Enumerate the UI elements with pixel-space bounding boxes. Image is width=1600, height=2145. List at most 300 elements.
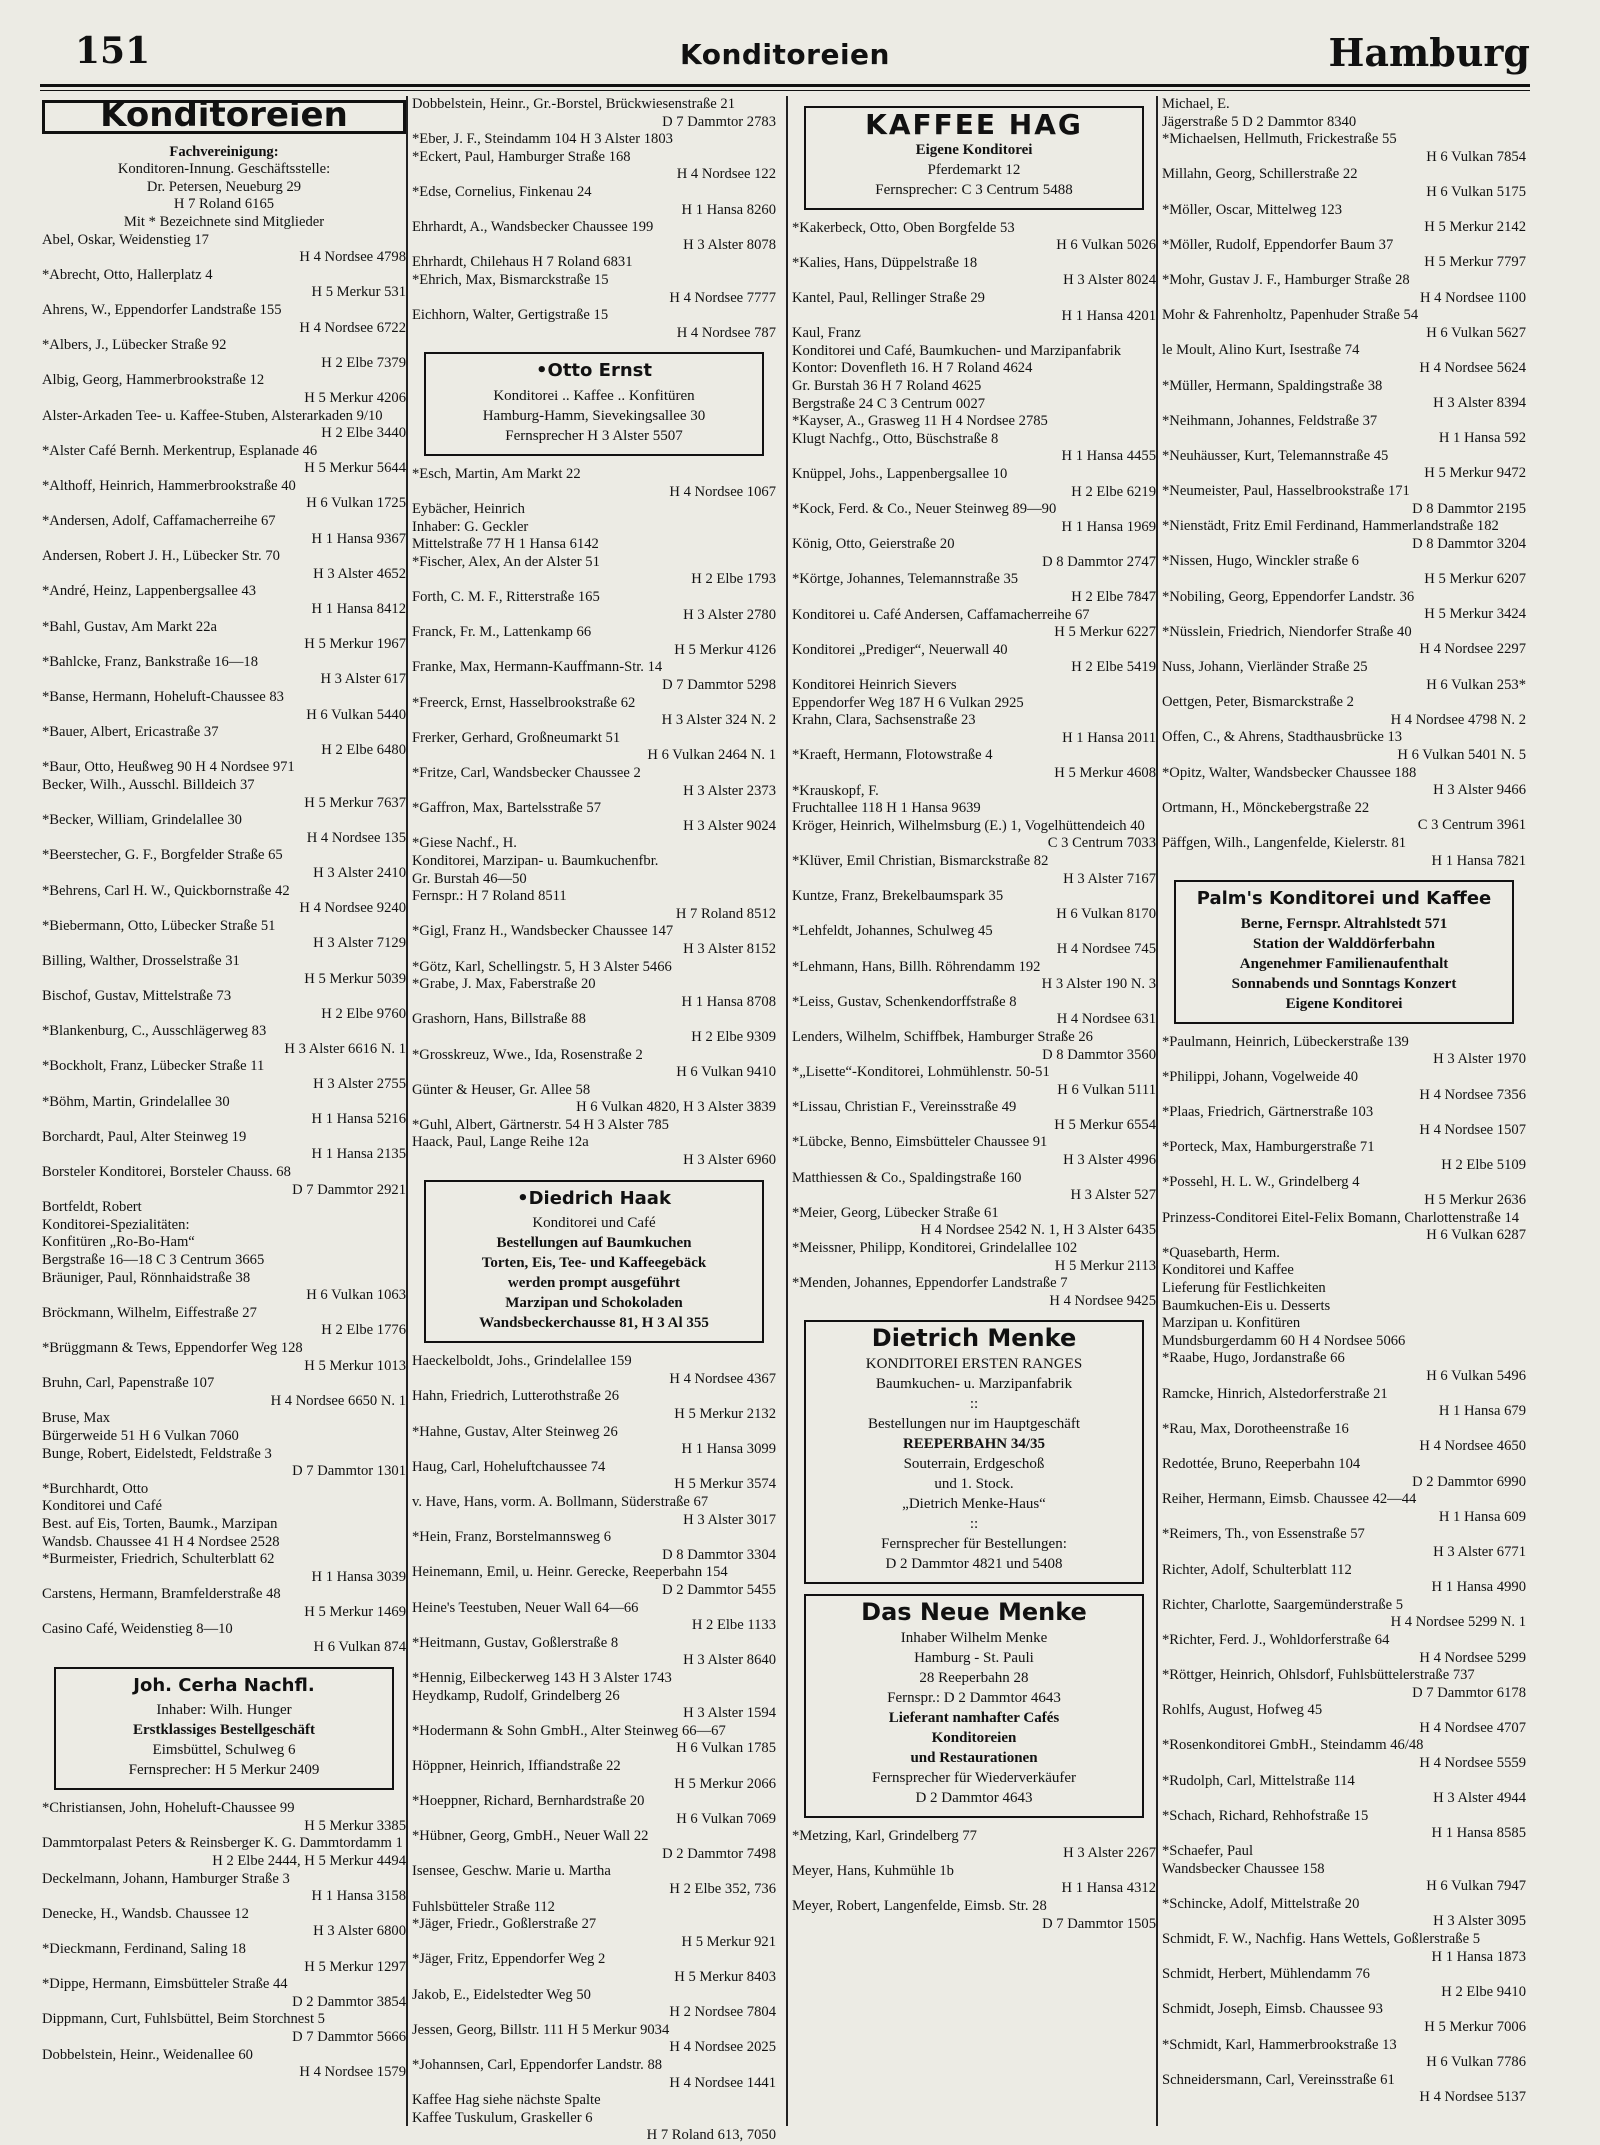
entry-name: Carstens, Hermann, Bramfelderstraße 48 <box>42 1586 281 1603</box>
entry-name: Fernspr.: H 7 Roland 8511 <box>412 888 567 905</box>
directory-entry <box>1162 2037 1526 2072</box>
entry-name: *Neuhäusser, Kurt, Telemannstraße 45 <box>1162 447 1389 464</box>
entry-phone: H 5 Merkur 7637 <box>304 794 406 811</box>
entry-phone: D 7 Dammtor 1301 <box>292 1463 406 1480</box>
directory-entry <box>792 343 1156 361</box>
directory-entry <box>412 254 776 272</box>
entry-phone: D 2 Dammtor 3854 <box>292 1993 406 2010</box>
entry-phone: H 3 Alster 6960 <box>683 1152 776 1169</box>
directory-entry <box>42 1129 406 1164</box>
entry-phone: H 2 Elbe 3440 <box>321 425 406 442</box>
directory-entry <box>792 1099 1156 1134</box>
entry-phone: H 5 Merkur 5039 <box>304 970 406 987</box>
directory-entry <box>1162 659 1526 694</box>
directory-entry <box>1162 1245 1526 1263</box>
directory-entry <box>792 818 1156 853</box>
directory-entry <box>42 1023 406 1058</box>
entry-name: Mohr & Fahrenholtz, Papenhuder Straße 54 <box>1162 307 1419 324</box>
entry-phone: H 2 Elbe 1793 <box>691 571 776 588</box>
entry-name: Albig, Georg, Hammerbrookstraße 12 <box>42 372 265 389</box>
directory-entry <box>1162 342 1526 377</box>
directory-entry <box>42 759 406 777</box>
directory-entry <box>1162 483 1526 518</box>
ad-line: Fernsprecher für Bestellungen: <box>881 1536 1067 1552</box>
directory-entry <box>42 1481 406 1499</box>
entry-phone: H 1 Hansa 1969 <box>1061 518 1156 535</box>
entry-phone: H 2 Elbe 9760 <box>321 1005 406 1022</box>
entry-name: *Kakerbeck, Otto, Oben Borgfelde 53 <box>792 219 1015 236</box>
directory-entry <box>412 695 776 730</box>
directory-entry <box>412 2057 776 2092</box>
entry-name: *Gigl, Franz H., Wandsbecker Chaussee 147 <box>412 923 674 940</box>
entry-phone: H 6 Vulkan 2464 N. 1 <box>647 747 776 764</box>
directory-entry <box>1162 1333 1526 1351</box>
entry-phone: H 1 Hansa 9367 <box>311 530 406 547</box>
entry-phone: H 3 Alster 8152 <box>683 940 776 957</box>
entry-phone: D 8 Dammtor 2195 <box>1412 500 1526 517</box>
directory-entry <box>412 976 776 1011</box>
ad-title: •Otto Ernst <box>536 360 652 382</box>
entry-name: *André, Heinz, Lappenbergsallee 43 <box>42 583 257 600</box>
ad-line: Wandsbeckerchausse 81, H 3 Al 355 <box>479 1315 709 1332</box>
entries <box>412 466 776 1170</box>
directory-entry <box>792 413 1156 431</box>
entry-phone: H 1 Hansa 3099 <box>681 1441 776 1458</box>
directory-entry <box>412 835 776 853</box>
entry-phone: H 5 Merkur 2066 <box>674 1775 776 1792</box>
entry-name: *Röttger, Heinrich, Ohlsdorf, Fuhlsbüttelerstraße 737 <box>1162 1667 1475 1684</box>
entry-name: *Lübcke, Benno, Eimsbütteler Chaussee 91 <box>792 1134 1048 1151</box>
entry-name: *Becker, William, Grindelallee 30 <box>42 812 242 829</box>
directory-entry <box>42 232 406 267</box>
entry-name: *Alster Café Bernh. Merkentrup, Esplanade 46 <box>42 442 318 459</box>
entry-name: *Edse, Cornelius, Finkenau 24 <box>412 183 592 200</box>
running-head: Konditoreien <box>680 38 890 71</box>
entry-name: Richter, Charlotte, Saargemünderstraße 5 <box>1162 1596 1404 1613</box>
entry-phone: H 5 Merkur 2132 <box>674 1406 776 1423</box>
entry-name: *Dieckmann, Ferdinand, Saling 18 <box>42 1941 246 1957</box>
entry-phone: H 3 Alster 7129 <box>313 935 406 952</box>
entry-name: Michael, E. <box>1162 96 1230 112</box>
entry-phone: H 3 Alster 2373 <box>683 782 776 799</box>
entry-phone: H 2 Elbe 7379 <box>321 354 406 371</box>
directory-entry <box>412 1793 776 1828</box>
directory-entry <box>792 255 1156 290</box>
entry-name: *Reimers, Th., von Essenstraße 57 <box>1162 1526 1365 1543</box>
ad-line: und Restaurationen <box>910 1749 1038 1766</box>
entry-name: Dippmann, Curt, Fuhlsbüttel, Beim Storchnest 5 <box>42 2011 325 2028</box>
entry-phone: H 6 Vulkan 1725 <box>306 495 406 512</box>
entry-phone: D 7 Dammtor 2783 <box>662 113 776 130</box>
entry-phone: H 3 Alster 8640 <box>683 1652 776 1669</box>
entry-phone: H 3 Alster 6771 <box>1433 1543 1526 1560</box>
ad-line: Baumkuchen- u. Marzipanfabrik <box>875 1376 1073 1392</box>
entry-name: *Hodermann & Sohn GmbH., Alter Steinweg 66—67 <box>412 1722 726 1739</box>
directory-entry <box>792 1134 1156 1169</box>
entry-name: *Andersen, Adolf, Caffamacherreihe 67 <box>42 513 276 530</box>
entry-phone: H 3 Alster 2755 <box>313 1076 406 1093</box>
directory-entry <box>792 290 1156 325</box>
directory-entry <box>412 219 776 254</box>
entry-phone: H 5 Merkur 1297 <box>304 1958 406 1975</box>
directory-entry <box>42 1534 406 1552</box>
directory-entry <box>792 783 1156 801</box>
entry-name: *Hoeppner, Richard, Bernhardstraße 20 <box>412 1793 645 1810</box>
ad-line: und 1. Stock. <box>934 1476 1014 1492</box>
entry-phone: H 4 Nordsee 2025 <box>669 2039 776 2056</box>
directory-entry <box>792 1275 1156 1310</box>
directory-entry <box>42 1094 406 1129</box>
entry-phone: H 4 Nordsee 1441 <box>669 2074 776 2091</box>
directory-entry <box>792 378 1156 396</box>
directory-entry <box>412 1670 776 1688</box>
entry-phone: H 6 Vulkan 7947 <box>1426 1878 1526 1895</box>
entry-name: *Biebermann, Otto, Lübecker Straße 51 <box>42 917 276 934</box>
entry-phone: D 7 Dammtor 6178 <box>1412 1684 1526 1701</box>
directory-entry <box>42 548 406 583</box>
directory-entry <box>412 888 776 923</box>
directory-entry <box>1162 1526 1526 1561</box>
entry-name: *Schincke, Adolf, Mittelstraße 20 <box>1162 1895 1360 1912</box>
entry-phone: H 5 Merkur 531 <box>311 284 406 301</box>
entries <box>1162 96 1526 870</box>
entry-phone: H 4 Nordsee 2542 N. 1, H 3 Alster 6435 <box>920 1222 1156 1239</box>
directory-entry <box>42 2047 406 2082</box>
entry-phone: H 1 Hansa 8708 <box>681 993 776 1010</box>
directory-entry <box>1162 1069 1526 1104</box>
entry-name: Fruchtallee 118 H 1 Hansa 9639 <box>792 800 981 817</box>
directory-entry <box>792 220 1156 255</box>
directory-entry <box>412 1828 776 1863</box>
entry-name: Knüppel, Johs., Lappenbergsallee 10 <box>792 465 1008 482</box>
entry-phone: H 5 Merkur 6207 <box>1424 571 1526 588</box>
directory-entry <box>1162 1632 1526 1667</box>
entry-name: *Bahl, Gustav, Am Markt 22a <box>42 618 217 635</box>
ad-line: Fernsprecher: C 3 Centrum 5488 <box>875 181 1073 198</box>
entry-phone: H 4 Nordsee 122 <box>676 166 776 183</box>
directory-entry <box>412 1600 776 1635</box>
entry-phone: H 3 Alster 3095 <box>1433 1913 1526 1930</box>
directory-entry <box>42 1976 406 2011</box>
ad-title: Das Neue Menke <box>861 1598 1087 1626</box>
entry-phone: H 2 Elbe 7847 <box>1071 589 1156 606</box>
entry-name: Ehrhardt, A., Wandsbecker Chaussee 199 <box>412 219 654 236</box>
entry-phone: H 6 Vulkan 5175 <box>1426 183 1526 200</box>
entry-phone: H 3 Alster 9024 <box>683 817 776 834</box>
entry-phone: H 3 Alster 6616 N. 1 <box>284 1040 406 1057</box>
directory-entry <box>412 1082 776 1117</box>
directory-entry <box>1162 1773 1526 1808</box>
entry-name: Dammtorpalast Peters & Reinsberger K. G. Dammtordamm 1 <box>42 1835 403 1852</box>
entry-name: Dobbelstein, Heinr., Weidenallee 60 <box>42 2046 253 2063</box>
directory-entry <box>792 853 1156 888</box>
entry-name: *Banse, Hermann, Hoheluft-Chaussee 83 <box>42 689 284 705</box>
entry-phone: H 2 Elbe 9309 <box>691 1028 776 1045</box>
entry-name: Haug, Carl, Hoheluftchaussee 74 <box>412 1458 606 1475</box>
ad-line: Konditorei .. Kaffee .. Konfitüren <box>493 387 695 404</box>
city-title: Hamburg <box>1328 30 1530 75</box>
entry-name: *Johannsen, Carl, Eppendorfer Landstr. 88 <box>412 2057 663 2073</box>
directory-entry <box>1162 378 1526 413</box>
entry-phone: H 5 Merkur 7006 <box>1424 2018 1526 2035</box>
entry-phone: H 6 Vulkan 1785 <box>676 1740 776 1757</box>
entry-name: Lenders, Wilhelm, Schiffbek, Hamburger Straße 26 <box>792 1028 1093 1045</box>
entry-name: Becker, Wilh., Ausschl. Billdeich 37 <box>42 776 255 793</box>
entry-name: Frerker, Gerhard, Großneumarkt 51 <box>412 729 621 746</box>
entry-phone: H 2 Nordsee 7804 <box>669 2004 776 2021</box>
directory-entry <box>42 267 406 302</box>
entry-phone: H 4 Nordsee 9240 <box>299 900 406 917</box>
directory-entry <box>42 1164 406 1199</box>
entry-name: Kuntze, Franz, Brekelbaumspark 35 <box>792 888 1004 905</box>
entry-name: Lieferung für Festlichkeiten <box>1162 1280 1326 1297</box>
entry-name: Dobbelstein, Heinr., Gr.-Borstel, Brückwiesenstraße 21 <box>412 96 736 112</box>
directory-entry <box>1162 1896 1526 1931</box>
directory-entry <box>412 730 776 765</box>
entry-name: *Möller, Rudolf, Eppendorfer Baum 37 <box>1162 236 1394 253</box>
entry-phone: H 4 Nordsee 4367 <box>669 1370 776 1387</box>
entry-name: Heinemann, Emil, u. Heinr. Gerecke, Reeperbahn 154 <box>412 1564 728 1581</box>
directory-entry <box>42 1941 406 1976</box>
entry-name: *Dippe, Hermann, Eimsbütteler Straße 44 <box>42 1976 288 1993</box>
ad-dietrich-menke <box>804 1320 1144 1584</box>
entry-phone: H 2 Elbe 352, 736 <box>669 1881 776 1898</box>
entries <box>42 232 406 1657</box>
entry-name: Günter & Heuser, Gr. Allee 58 <box>412 1081 591 1098</box>
entry-phone: H 6 Vulkan 5401 N. 5 <box>1397 746 1526 763</box>
directory-entry <box>42 1270 406 1305</box>
directory-entry <box>1162 1702 1526 1737</box>
entry-name: König, Otto, Geierstraße 20 <box>792 536 955 553</box>
directory-entry <box>412 800 776 835</box>
directory-entry <box>1162 1210 1526 1245</box>
entry-name: Heydkamp, Rudolf, Grindelberg 26 <box>412 1687 620 1704</box>
directory-entry <box>42 337 406 372</box>
entry-name: Meyer, Robert, Langenfelde, Eimsb. Str. 28 <box>792 1897 1047 1914</box>
entry-phone: H 1 Hansa 1873 <box>1431 1948 1526 1965</box>
directory-entry <box>412 1459 776 1494</box>
entry-name: Jessen, Georg, Billstr. 111 H 5 Merkur 9034 <box>412 2021 670 2038</box>
entry-name: Gr. Burstah 36 H 7 Roland 4625 <box>792 377 982 394</box>
entry-name: *Bahlcke, Franz, Bankstraße 16—18 <box>42 653 259 670</box>
entry-phone: H 5 Merkur 4206 <box>304 389 406 406</box>
directory-entry <box>412 923 776 958</box>
entry-name: *Hein, Franz, Borstelmannsweg 6 <box>412 1529 612 1546</box>
entry-phone: H 2 Elbe 9410 <box>1441 1983 1526 2000</box>
ad-line: Fernsprecher H 3 Alster 5507 <box>505 427 683 444</box>
directory-entry <box>1162 114 1526 132</box>
directory-entry <box>1162 166 1526 201</box>
directory-entry <box>792 1828 1156 1863</box>
entry-name: *Menden, Johannes, Eppendorfer Landstraße 7 <box>792 1275 1068 1292</box>
entry-phone: H 4 Nordsee 1067 <box>669 483 776 500</box>
entry-name: *Giese Nachf., H. <box>412 835 517 852</box>
entry-name: *Hahne, Gustav, Alter Steinweg 26 <box>412 1423 618 1440</box>
entry-phone: H 5 Merkur 2113 <box>1054 1257 1156 1274</box>
directory-entry <box>412 1951 776 1986</box>
directory-entry <box>1162 1386 1526 1421</box>
entry-phone: H 3 Alster 4996 <box>1063 1152 1156 1169</box>
entry-phone: H 2 Elbe 6480 <box>321 741 406 758</box>
ad-line: Angenehmer Familienaufenthalt <box>1239 955 1449 972</box>
entry-phone: H 5 Merkur 3385 <box>304 1817 406 1834</box>
entry-name: *Christiansen, John, Hoheluft-Chaussee 99 <box>42 1800 295 1817</box>
entry-phone: H 4 Nordsee 4707 <box>1419 1719 1526 1736</box>
entry-name: Millahn, Georg, Schillerstraße 22 <box>1162 166 1358 183</box>
entry-name: Eichhorn, Walter, Gertigstraße 15 <box>412 307 609 324</box>
entry-name: *Nobiling, Georg, Eppendorfer Landstr. 36 <box>1162 588 1415 605</box>
entry-phone: H 4 Nordsee 7356 <box>1419 1086 1526 1103</box>
entry-name: Krahn, Clara, Sachsenstraße 23 <box>792 712 976 729</box>
entry-name: Offen, C., & Ahrens, Stadthausbrücke 13 <box>1162 729 1403 746</box>
entry-name: *Lissau, Christian F., Vereinsstraße 49 <box>792 1099 1017 1116</box>
entry-name: *Abrecht, Otto, Hallerplatz 4 <box>42 266 213 283</box>
entry-name: *Jäger, Friedr., Goßlerstraße 27 <box>412 1916 597 1933</box>
directory-entry <box>792 607 1156 642</box>
entry-name: *Bauer, Albert, Ericastraße 37 <box>42 724 219 741</box>
directory-entry <box>1162 694 1526 729</box>
directory-entry <box>412 1916 776 1951</box>
entry-phone: H 6 Vulkan 9410 <box>676 1064 776 1081</box>
entry-phone: H 6 Vulkan 7786 <box>1426 2054 1526 2071</box>
entry-name: *Rosenkonditorei GmbH., Steindamm 46/48 <box>1162 1737 1424 1754</box>
ad-line: Konditorei und Café <box>532 1215 656 1232</box>
directory-entry <box>42 443 406 478</box>
ad-line: Torten, Eis, Tee- und Kaffeegebäck <box>481 1255 707 1272</box>
directory-entry <box>42 1234 406 1252</box>
directory-entry <box>1162 237 1526 272</box>
entry-name: *Schmidt, Karl, Hammerbrookstraße 13 <box>1162 2036 1397 2053</box>
directory-entry <box>1162 1843 1526 1861</box>
entry-name: Borchardt, Paul, Alter Steinweg 19 <box>42 1128 247 1145</box>
directory-entry <box>1162 96 1526 114</box>
entry-name: Kaffee Tuskulum, Graskeller 6 <box>412 2109 593 2126</box>
entry-name: Jägerstraße 5 D 2 Dammtor 8340 <box>1162 113 1357 130</box>
entry-name: *Grosskreuz, Wwe., Ida, Rosenstraße 2 <box>412 1046 643 1063</box>
entry-name: *Müller, Hermann, Spaldingstraße 38 <box>1162 377 1383 394</box>
column-1 <box>42 96 406 2126</box>
entry-name: Schmidt, F. W., Nachfig. Hans Wettels, Goßlerstraße 5 <box>1162 1931 1480 1947</box>
entry-name: *Rudolph, Carl, Mittelstraße 114 <box>1162 1772 1355 1789</box>
entry-name: *Possehl, H. L. W., Grindelberg 4 <box>1162 1174 1360 1191</box>
entry-phone: H 4 Nordsee 135 <box>306 829 406 846</box>
directory-entry <box>42 1446 406 1481</box>
directory-entry <box>1162 1421 1526 1456</box>
ad-line: KONDITOREI ERSTEN RANGES <box>865 1356 1083 1372</box>
directory-entry <box>412 2092 776 2110</box>
ad-title: •Diedrich Haak <box>517 1187 671 1209</box>
directory-entry <box>1162 307 1526 342</box>
entry-name: Andersen, Robert J. H., Lübecker Str. 70 <box>42 548 280 565</box>
entry-phone: D 8 Dammtor 3560 <box>1042 1046 1156 1063</box>
ad-line: Fernsprecher: H 5 Merkur 2409 <box>128 1762 320 1779</box>
directory-entry <box>1162 1456 1526 1491</box>
ad-line: Station der Walddörferbahn <box>1253 935 1435 952</box>
ad-line: Hamburg-Hamm, Sievekingsallee 30 <box>482 407 706 424</box>
directory-entry <box>412 1863 776 1898</box>
entry-phone: D 2 Dammtor 7498 <box>662 1845 776 1862</box>
directory-entry <box>412 1635 776 1670</box>
entry-name: *Beerstecher, G. F., Borgfelder Straße 65 <box>42 847 283 864</box>
entry-name: Ahrens, W., Eppendorfer Landstraße 155 <box>42 301 282 318</box>
entry-phone: D 7 Dammtor 1505 <box>1042 1915 1156 1932</box>
directory-entry <box>42 1586 406 1621</box>
entry-phone: H 5 Merkur 7797 <box>1424 254 1526 271</box>
entry-phone: H 6 Vulkan 8170 <box>1056 905 1156 922</box>
entry-name: Isensee, Geschw. Marie u. Martha <box>412 1863 611 1880</box>
entry-phone: H 6 Vulkan 7069 <box>676 1810 776 1827</box>
entry-name: *Hübner, Georg, GmbH., Neuer Wall 22 <box>412 1828 649 1845</box>
entry-phone: H 3 Alster 7167 <box>1063 870 1156 887</box>
ad-line: REEPERBAHN 34/35 <box>902 1436 1046 1452</box>
entry-name: *Plaas, Friedrich, Gärtnerstraße 103 <box>1162 1104 1374 1121</box>
directory-entry <box>1162 589 1526 624</box>
entry-name: Marzipan u. Konfitüren <box>1162 1315 1301 1332</box>
entry-name: Bunge, Robert, Eidelstedt, Feldstraße 3 <box>42 1445 272 1462</box>
ad-cerha <box>54 1667 394 1791</box>
entry-phone: H 3 Alster 2267 <box>1063 1845 1156 1862</box>
entry-phone: H 6 Vulkan 7854 <box>1426 148 1526 165</box>
entry-name: Inhaber: G. Geckler <box>412 518 529 535</box>
directory-entry <box>1162 272 1526 307</box>
directory-entry <box>42 1305 406 1340</box>
entry-name: Schneidersmann, Carl, Vereinsstraße 61 <box>1162 2071 1395 2088</box>
entry-phone: H 6 Vulkan 253* <box>1426 676 1526 693</box>
entry-phone: H 7 Roland 613, 7050 <box>646 2127 776 2144</box>
section-title: Konditoreien <box>42 100 406 134</box>
entry-phone: H 3 Alster 1594 <box>683 1705 776 1722</box>
intro-line: Dr. Petersen, Neueburg 29 <box>146 178 302 195</box>
entry-name: *Fritze, Carl, Wandsbecker Chaussee 2 <box>412 765 641 781</box>
entry-name: *Richter, Ferd. J., Wohldorferstraße 64 <box>1162 1631 1390 1648</box>
entry-phone: H 2 Elbe 1133 <box>691 1617 776 1634</box>
directory-entry <box>1162 1034 1526 1069</box>
entry-name: *Heitmann, Gustav, Goßlerstraße 8 <box>412 1634 619 1651</box>
directory-entry <box>792 923 1156 958</box>
entry-name: *Kock, Ferd. & Co., Neuer Steinweg 89—90 <box>792 501 1057 518</box>
entry-name: *Eckert, Paul, Hamburger Straße 168 <box>412 148 631 165</box>
directory-entry <box>792 888 1156 923</box>
directory-entry <box>1162 413 1526 448</box>
entry-phone: H 1 Hansa 5216 <box>311 1111 406 1128</box>
directory-entry <box>1162 1491 1526 1526</box>
directory-entry <box>792 677 1156 695</box>
directory-entry <box>42 812 406 847</box>
directory-entry <box>792 1863 1156 1898</box>
directory-entry <box>42 2011 406 2046</box>
directory-entry <box>42 1252 406 1270</box>
entry-phone: H 1 Hansa 8412 <box>311 601 406 618</box>
directory-entry <box>412 1424 776 1459</box>
entry-phone: H 5 Merkur 2636 <box>1424 1192 1526 1209</box>
entry-name: Gr. Burstah 46—50 <box>412 870 527 887</box>
directory-entry <box>792 571 1156 606</box>
entry-phone: H 1 Hansa 679 <box>1438 1403 1526 1420</box>
directory-entry <box>412 1047 776 1082</box>
entry-name: Eybächer, Heinrich <box>412 501 525 518</box>
page-number: 151 <box>75 30 151 72</box>
entry-name: Grashorn, Hans, Billstraße 88 <box>412 1011 586 1028</box>
entry-phone: H 4 Nordsee 5137 <box>1419 2089 1526 2106</box>
directory-entry <box>1162 1808 1526 1843</box>
directory-entry <box>412 536 776 554</box>
entry-name: v. Have, Hans, vorm. A. Bollmann, Süderstraße 67 <box>412 1494 709 1510</box>
directory-entry <box>42 513 406 548</box>
entry-name: *Neihmann, Johannes, Feldstraße 37 <box>1162 412 1378 429</box>
directory-entry <box>412 466 776 501</box>
entry-name: *Nissen, Hugo, Winckler straße 6 <box>1162 553 1359 570</box>
entry-phone: H 1 Hansa 3039 <box>311 1568 406 1585</box>
